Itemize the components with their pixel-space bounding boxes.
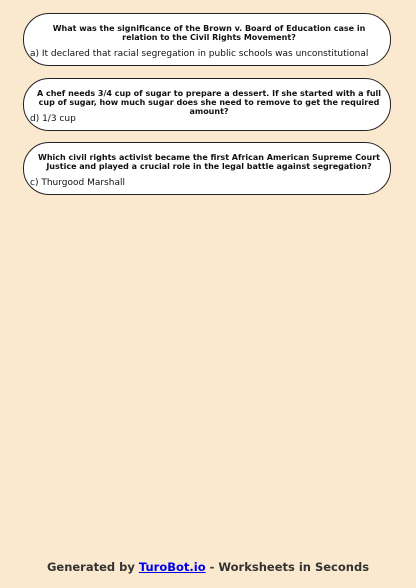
- question-card: [23, 78, 391, 131]
- turobot-link[interactable]: TuroBot.io: [138, 560, 206, 574]
- answer-text: a) It declared that racial segregation in public schools was unconstitutional: [30, 49, 369, 59]
- footer: [0, 560, 416, 574]
- question-card: [23, 142, 391, 195]
- question-text: What was the significance of the Brown v. Board of Education case in relation to the Civil Rights Movement?: [52, 24, 366, 42]
- footer-prefix: Generated by: [46, 560, 139, 574]
- footer-suffix: - Worksheets in Seconds: [205, 560, 370, 574]
- question-text: A chef needs 3/4 cup of sugar to prepare a dessert. If she started with a full cup of sugar, how much sugar does she need to remove to get the required amount?: [36, 89, 382, 116]
- answer-text: c) Thurgood Marshall: [30, 178, 125, 188]
- question-card: [23, 13, 391, 66]
- question-text: Which civil rights activist became the first African American Supreme Court Justice and played a crucial role in the legal battle against segregation?: [38, 153, 380, 171]
- answer-text: d) 1/3 cup: [30, 114, 76, 124]
